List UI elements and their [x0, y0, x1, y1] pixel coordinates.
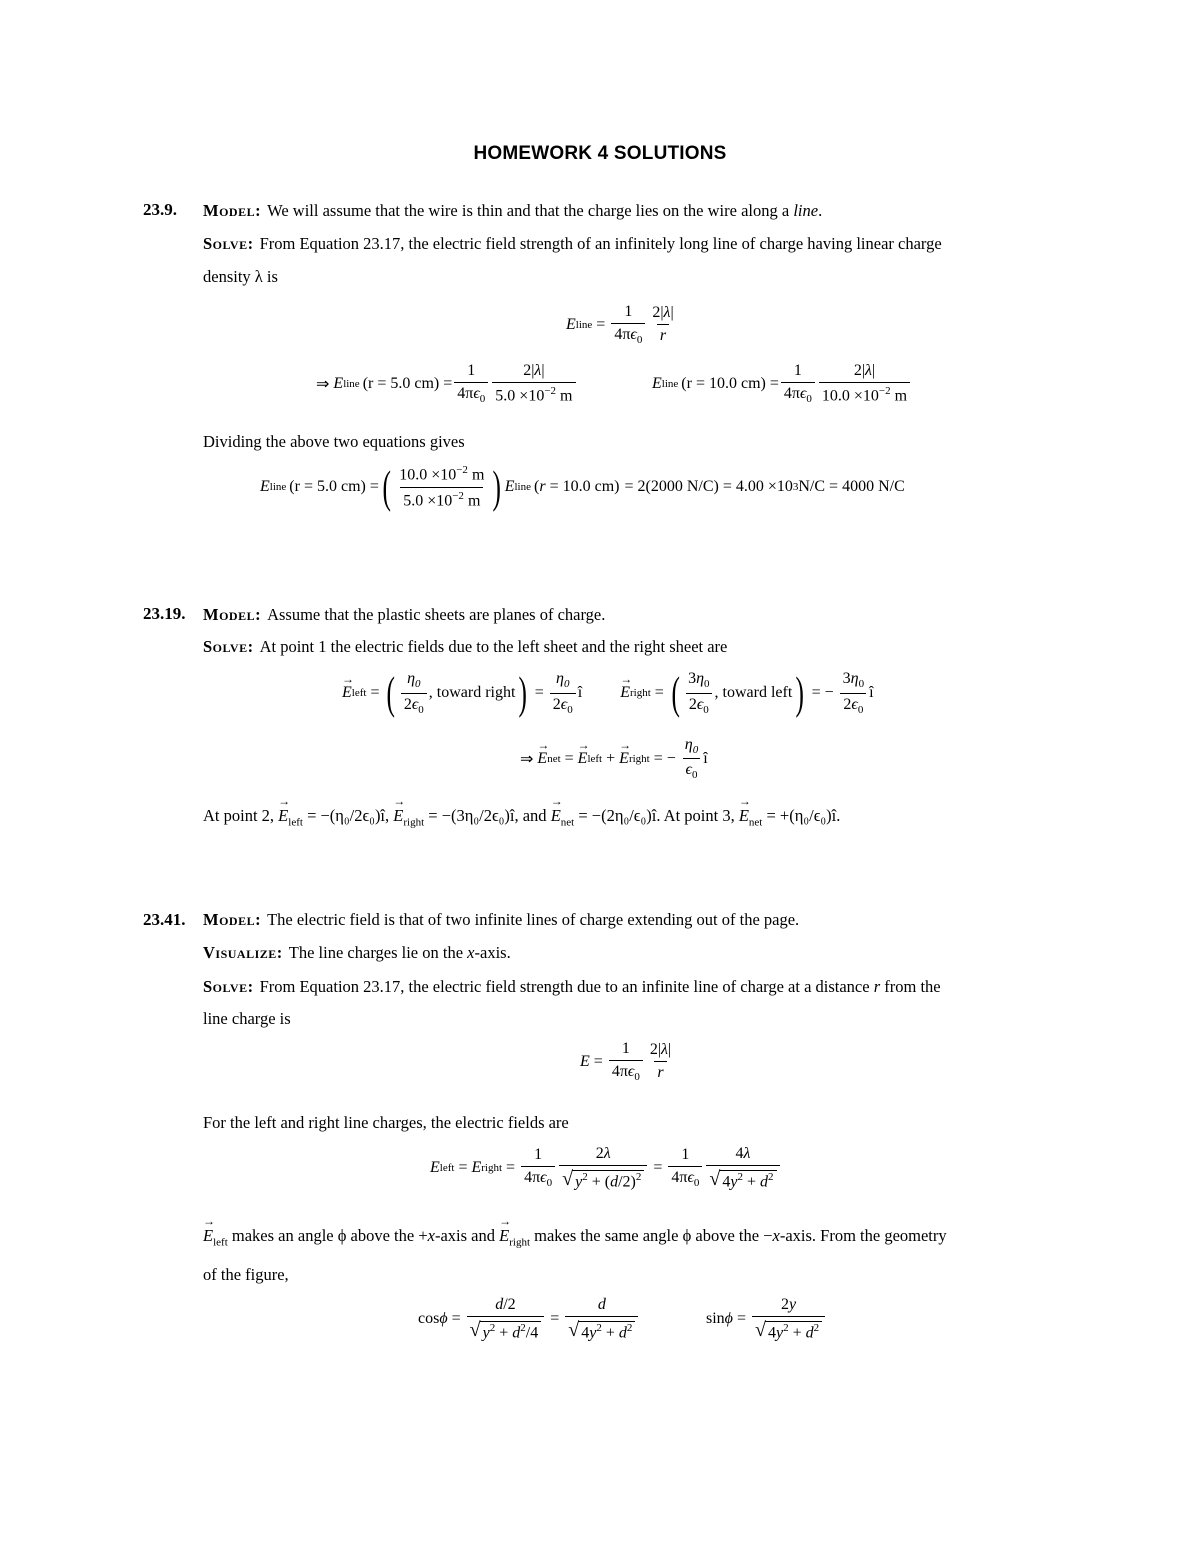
p3-solve-line-2: line charge is — [203, 1009, 291, 1028]
model-label: Model: — [203, 201, 262, 220]
p2-points-line: At point 2, → $E_{left}$ = −(η₀/2ϵ₀)î, → $E_{right}$ = −(3η₀/2ϵ₀)î, and → $E_{net}$ = −(2η₀/ϵ₀)î. At point 3, → $E_{net}$ = +(η₀/ϵ₀)î. — [203, 806, 840, 828]
p3-visualize-line: Visualize: The line charges lie on the x-axis. — [203, 943, 511, 962]
p1-model-line: Model: We will assume that the wire is thin and that the charge lies on the wire along a line. — [203, 201, 823, 220]
p3-model-line: Model: The electric field is that of two infinite lines of charge extending out of the page. — [203, 910, 800, 929]
solve-label: Solve: — [203, 234, 254, 253]
equation-ratio-result: E line (r = 5.0 cm) = ( $\frac{10.0 \times 10^{-2} m}{5.0 \times 10^{-2} m}$ ) E line (r = 10.0 cm) = 2(2000 N/C) = 4.00 ×10 3 N/C = 4000 N/C — [260, 461, 905, 512]
p2-solve-line: Solve: At point 1 the electric fields due to the left sheet and the right sheet are — [203, 637, 728, 656]
equation-e-line-10cm: E line (r = 10.0 cm) = $\frac{1}{4\pi\epsilon_0}$ $\frac{2|\lambda|}{10.0 \times 10^{-2} m}$ — [652, 362, 912, 405]
p2-model-line: Model: Assume that the plastic sheets are planes of charge. — [203, 605, 606, 624]
equation-e-net: ⇒ → E net = → E left + → E right = − $\frac{\eta_0}{\epsilon_0}$ î — [516, 736, 708, 781]
problem-number-23-9: 23.9. — [143, 200, 177, 219]
p1-solve-line-2: density λ is — [203, 267, 278, 286]
equation-e-left-right-lines: E left = E right = $\frac{1}{4\pi\epsilon_0}$ 2λ √ $y^2 + (d/2)^2$ = $\frac{1}{4\pi\epsilon_0}$ 4λ √ $4y^2 + d^2$ — [430, 1145, 782, 1191]
equation-e-general: E = $\frac{1}{4\pi\epsilon_0}$ $\frac{2|\lambda|}{r}$ — [580, 1040, 672, 1084]
problem-number-23-41: 23.41. — [143, 910, 186, 929]
visualize-label: Visualize: — [203, 943, 283, 962]
equation-e-left-right: → E left = ( $\frac{\eta_0}{2\epsilon_0}$ , toward right ) = $\frac{\eta_0}{2\epsilon_0}$ î → E right = ( $\frac{3\eta_0}{2\epsilon_0}$ , toward left ) = − $\frac{3\eta_0}{2\epsilon_0}$ î — [342, 670, 874, 716]
model-label: Model: — [203, 605, 262, 624]
p3-angle-line: → $E_{left}$ makes an angle ϕ above the +x-axis and → $E_{right}$ makes the same angle ϕ above the −x-axis. From the geometry — [203, 1226, 947, 1248]
equation-e-line: E line = $\frac{1}{4\pi\epsilon_0}$ $\frac{2|\lambda|}{r}$ — [566, 303, 674, 347]
problem-number-23-19: 23.19. — [143, 604, 186, 623]
p3-geometry-line: of the figure, — [203, 1265, 289, 1284]
p1-divide-line: Dividing the above two equations gives — [203, 432, 465, 451]
p3-left-right-line: For the left and right line charges, the electric fields are — [203, 1113, 569, 1132]
model-label: Model: — [203, 910, 262, 929]
page-title: HOMEWORK 4 SOLUTIONS — [473, 143, 727, 164]
equation-e-line-5cm: ⇒ E line (r = 5.0 cm) = $\frac{1}{4\pi\epsilon_0}$ $\frac{2|\lambda|}{5.0 \times 10^{-2} m}$ — [312, 362, 578, 405]
p1-solve-line: Solve: From Equation 23.17, the electric field strength of an infinitely long line of charge having linear charge — [203, 234, 942, 253]
equation-cos-phi: cosϕ = d/2 √ $y^2 + d^2/4$ = d √ $4y^2 + d^2$ — [418, 1296, 640, 1342]
solve-label: Solve: — [203, 977, 254, 996]
p3-solve-line: Solve: From Equation 23.17, the electric field strength due to an infinite line of charge at a distance r from the — [203, 977, 941, 996]
equation-sin-phi: sinϕ = 2y √ $4y^2 + d^2$ — [706, 1296, 827, 1342]
solve-label: Solve: — [203, 637, 254, 656]
